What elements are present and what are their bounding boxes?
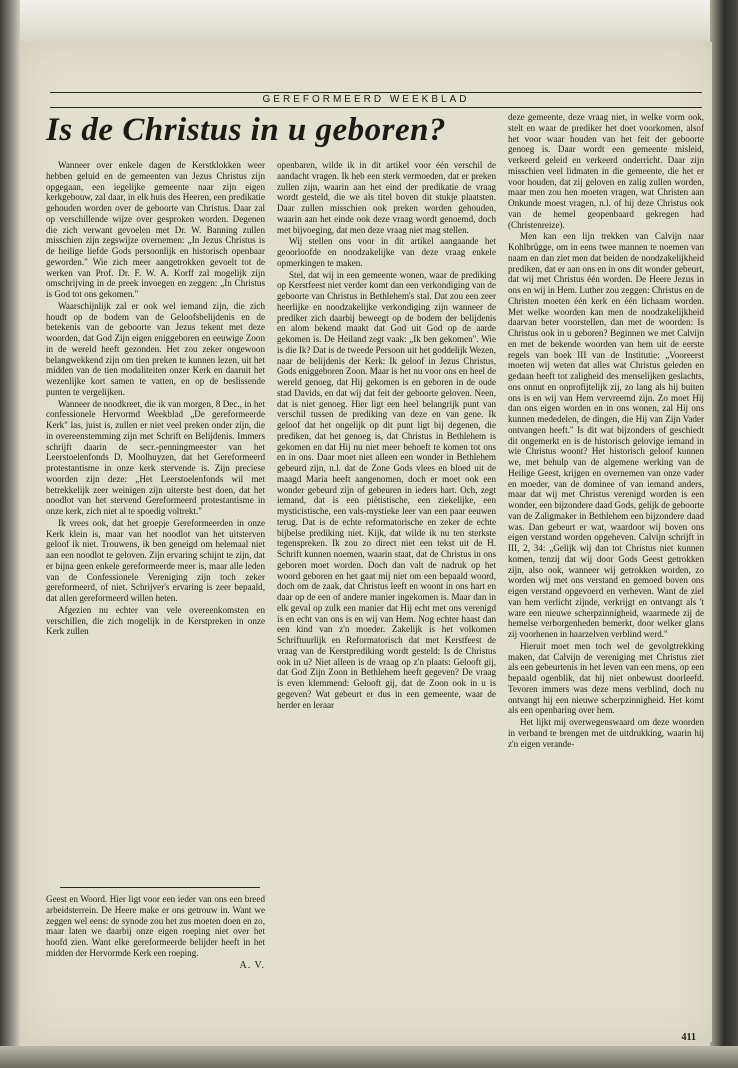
- column-1: [46, 160, 265, 880]
- column-1-continuation: [46, 894, 265, 1004]
- paragraph: Ik vrees ook, dat het groepje Gereformeerden in onze Kerk klein is, maar van het noodlot van het uitsterven geloof ik niet. Trouwens, ik ben geneigd om helemaal niet aan een noodlot te geloven. Zijn ervaring schijnt te zijn, dat er bijna geen enkele gereformeerde meer is, maar alle leden van de Confessionele Vereniging zijn toch zeker gereformeerd, of niet. Schrijver's ervaring is zeer bepaald, dat allen gereformeerd willen heten.: [46, 517, 265, 603]
- paragraph: openbaren, wilde ik in dit artikel voor één verschil de aandacht vragen. Ik heb een sterk vermoeden, dat er preken zullen zijn, waarin aan het eind der predikatie de vraag wordt gesteld, die we als titel boven dit stukje plaatsten. Daar zullen misschien ook preken worden gehouden, waarin aan het einde ook deze vraag wordt genoemd, doch met bijvoeging, dat men deze vraag niet mag stellen.: [277, 160, 496, 235]
- paragraph: Hieruit moet men toch wel de gevolgtrekking maken, dat Calvijn de vereniging met Christus ziet als een gebeurtenis in het leven van een mens, op een bepaald ogenblik, dat hij niet onbewust doorleefd. Tevoren immers was deze mens verblind, doch nu ontvangt hij een nieuwe scherpzinnigheid. Het komt als een openbaring over hem.: [508, 640, 704, 716]
- header-rule-bottom: [50, 107, 702, 108]
- paragraph: Geest en Woord. Hier ligt voor een ieder van ons een breed arbeidsterrein. De Heere make er ons getrouw in. Want we zeggen wel eens: de synode zou het zus moeten doen en zo, maar laten we daarbij onze eigen roeping niet over het hoofd zien. Want elke gereformeerde belijder heeft in het midden der Hervormde Kerk een roeping.: [46, 894, 265, 958]
- paragraph: Afgezien nu echter van vele overeenkomsten en verschillen, die zich mogelijk in de Kerstpreken in onze Kerk zullen: [46, 604, 265, 637]
- page-number: 411: [681, 1032, 696, 1043]
- paragraph: deze gemeente, deze vraag niet, in welke vorm ook, stelt en waar de prediker het doet voorkomen, alsof het voor waar houden van het feit der geboorte genoeg is. Daar wordt een gemeente misleid, verkeerd geleid en verkeerd onderricht. Daar zijn misschien veel lidmaten in die gemeente, die het er voor houden, dat zij geloven en zalig zullen worden, maar men zou hen moeten vragen, wat Christen aan Onkunde moest vragen, n.l. of hij deze Christus ook van de hemel geopenbaard gekregen had (Christenreize).: [508, 112, 704, 230]
- paragraph: Het lijkt mij overwegenswaard om deze woorden in verband te brengen met de uitdrukking, waarin hij z'n eigen verande-: [508, 717, 704, 749]
- scan-border-top: [0, 0, 738, 40]
- paragraph: Stel, dat wij in een gemeente wonen, waar de prediking op Kerstfeest niet verder komt dan een verkondiging van de geboorte van Christus in Bethlehem's stal. Dat zou een zeer heerlijke en noodzakelijke verkondiging zijn wanneer de prediker zich daarbij beweegt op de bodem der belijdenis en alom bekend maakt dat God uit God op de aarde gekomen is. De Heiland zegt vaak: „Ik ben gekomen". Wie is die Ik? Dat is de tweede Persoon uit het goddelijk Wezen, naar de belijdenis der Kerk: Ik geloof in Jezus Christus, Gods eniggeboren Zoon. Maar is het nu voor ons en heel de wereld genoeg, dat Hij gekomen is en geboren in de oude stad Davids, en dat wij dat feit der geboorte geloven. Neen, dat is niet genoeg. Hier ligt een heel belangrijk punt van verschil tussen de prediking van deze en van gene. Ik geloof dat het ongelijk op dit punt ligt bij degenen, die prediken, dat het genoeg is, dat Christus in Bethlehem is gekomen en dat Hij nu niet meer behoeft te komen tot ons en in ons. Daar moet niet alleen een wonder in Bethlehem gebeurd zijn, n.l. dat de Zone Gods vlees en bloed uit de maagd Maria heeft aangenomen, doch er moet ook een wonder gebeurd zijn of gebeuren in ieders hart. Och, zegt iemand, dat is een piëtistische, een ziekelijke, een mysticistische, een vals-mystieke leer van een paar eeuwen terug. Dat is de echte reformatorische en zeker de echte bijbelse prediking niet. Kijk, dat wilde ik nu ten sterkste tegenspreken. Ik zou zo direct niet een tekst uit de H. Schrift kunnen noemen, waarin staat, dat de Christus in ons geboren moet worden. Doch dan valt de nadruk op het woord geboren en het gaat mij niet om een bepaald woord, doch om de zaak, dat Christus leeft en woont in ons hart en daar op de een of andere manier ingekomen is. Maar dan in elk geval op zulk een manier dat Hij echt met ons verenigd is en echt van ons is en wij van Hem. Nog echter haast dan een kind van z'n moeder. Zakelijk is het volkomen Schriftuurlijk en Reformatorisch dat met Kerstfeest de vraag van de Kerstprediking wordt gesteld: Is de Christus ook in u? Niet alleen is de vraag op z'n plaats: Gelooft gij, dat God Zijn Zoon in Bethlehem heeft gegeven? De vraag is even klemmend: Gelooft gij, dat de Zoon ook in u is gegeven? Wat gebeurt er dus in een gemeente, waar de herder en leraar: [277, 269, 496, 710]
- paragraph: Wij stellen ons voor in dit artikel aangaande het geoorloofde en noodzakelijke van deze vraag enkele opmerkingen te maken.: [277, 236, 496, 268]
- paragraph: Wanneer de noodkreet, die ik van morgen, 8 Dec., in het confessionele Hervormd Weekblad „De gereformeerde Kerk" las, juist is, zullen er niet veel preken onder zijn, die in overeenstemming zijn met Schrift en Belijdenis. Immers schrijft daarin de secr.-penningmeester van het Leerstoelenfonds D. Moolhuyzen, dat het Gereformeerd protestantisme in onze kerk stervende is. Zijn preciese woorden zijn deze: „Het Leerstoelenfonds wil met betrekkelijk zeer weinigen zijn uiterste best doen, dat het noodlot van het stervend Gereformeerd protestantisme in onze kerk, zich niet al te spoedig voltrekt.": [46, 398, 265, 516]
- paragraph: Men kan een lijn trekken van Calvijn naar Kohlbrügge, om in eens twee mannen te noemen van naam en dan ziet men dat beiden de noodzakelijkheid prediken, dat er aan ons en in ons dit wonder gebeurt, dat wij met Christus één worden. De Heere Jezus in ons en wij in Hem. Luther zou zeggen: Christus en de Christen moeten één kerk en één lichaam worden. Met welke woorden kan men de noodzakelijkheid daarvan beter voorstellen, dan met de woorden: Is Christus ook in u geboren? Beginnen we met Calvijn en met de bekende woorden van hem uit de eerste regels van boek III van de Institutie: „Vooreerst moeten wij weten dat alles wat Christus geleden en gedaan heeft tot zaligheid des menselijken geslachts, ons onnut en onprofijtelijk zij, zo lang als hij buiten ons is en wij van Hem vervreemd zijn. Zo moet Hij dan ons eigen worden en in ons wonen, zal Hij ons kunnen mededelen, de dingen, die Hij van Zijn Vader ontvangen heeft." Is dit wat bijzonders of geschiedt dit ongemerkt en is de historisch gelovige iemand in wie Christus woont? Het historisch geloof kunnen we, met behulp van de algemene werking van de Heilige Geest, krijgen en overnemen van onze vader en moeder, van de dominee of van iemand anders, maar dat wij met Christus verenigd worden is een wonder, een bijzondere daad Gods, gelijk de geboorte van de Zaligmaker in Bethlehem een bijzondere daad was. Dan gebeurt er wat, waardoor wij boven ons eigen verstand worden opgeheven. Calvijn schrijft in III, 2, 34: „Gelijk wij dan tot Christus niet kunnen komen, tenzij dat wij door Gods Geest getrokken zijn, also ook, wanneer wij getrokken worden, zo worden wij met ons verstand en gemoed boven ons eigen verstand opgevoerd en verheven. Want de ziel van hem verlicht zijnde, verkrijgt en ontvangt als 't ware een nieuwe scherpzinnigheid, waarmede zij de hemelse verborgenheden bemerkt, door welker glans zij voorhenen in haarzelven verblind werd.": [508, 231, 704, 639]
- article-title: Is de Christus in u geboren?: [46, 112, 447, 148]
- running-head: GEREFORMEERD WEEKBLAD: [262, 94, 470, 105]
- author-signature: A. V.: [239, 959, 265, 971]
- column-2: [277, 160, 496, 1050]
- scan-border-left: [0, 0, 20, 1068]
- column-3: [508, 112, 704, 1032]
- paragraph: Waarschijnlijk zal er ook wel iemand zijn, die zich houdt op de bodem van de Geloofsbelijdenis en de betekenis van de geboorte van Jezus tekent met deze woorden, dat God Zijn eigen eniggeboren en eeuwige Zoon in de wereld heeft gezonden. Het zou zeker ongewoon belangwekkend zijn om tien preken te kunnen lezen, uit het midden van de tien modaliteiten onzer Kerk en daaruit het wezenlijke kort samen te vatten, en op de beslissende punten te vergelijken.: [46, 300, 265, 397]
- newspaper-page: [20, 42, 712, 1042]
- column-separator-rule: [60, 887, 260, 888]
- scan-border-right: [710, 0, 738, 1068]
- header-rule-top: [50, 92, 702, 93]
- paragraph: Wanneer over enkele dagen de Kerstklokken weer hebben geluid en de gemeenten van Jezus Christus zijn opgegaan, een iegelijke gemeente naar zijn eigen kerkgebouw, zal daar, in elk huis des Heeren, een predikatie gehouden worden over de geboorte van Christus. Daar zal op verschillende wijze over gesproken worden. Degenen die zich verwant gevoelen met Dr. W. Banning zullen misschien zijn zegswijze overnemen: „In Jezus Christus is de heilige liefde Gods persoonlijk en historisch openbaar geworden." Wie zich meer aangetrokken gevoelt tot de werken van Prof. Dr. F. W. A. Korff zal mogelijk zijn omschrijving in de preek invoegen en zeggen: „In Christus is God tot ons gekomen.": [46, 160, 265, 299]
